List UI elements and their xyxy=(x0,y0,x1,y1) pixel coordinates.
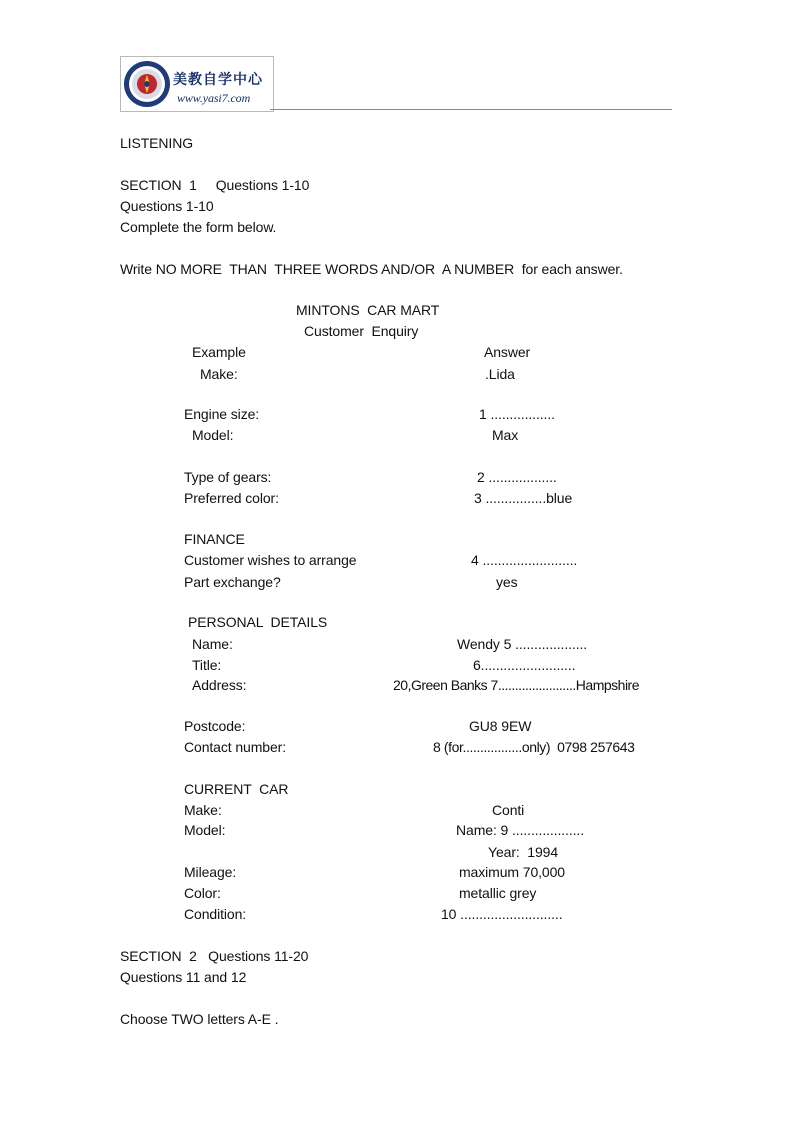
current-color-label: Color: xyxy=(184,885,221,901)
contact-answer: 8 (for.................only) 0798 257643 xyxy=(433,739,635,755)
title-label: Title: xyxy=(192,657,222,673)
engine-size-answer: 1 ................. xyxy=(479,406,555,422)
form-title: MINTONS CAR MART xyxy=(296,302,440,318)
seal-emblem-icon xyxy=(123,60,171,108)
address-label: Address: xyxy=(192,677,247,693)
section2-questions: Questions 11 and 12 xyxy=(120,969,247,985)
form-subtitle: Customer Enquiry xyxy=(304,323,419,339)
engine-size-label: Engine size: xyxy=(184,406,260,422)
section2-heading: SECTION 2 Questions 11-20 xyxy=(120,948,309,964)
section1-instruction: Complete the form below. xyxy=(120,219,277,235)
model-value: Max xyxy=(492,427,519,443)
section2-instruction: Choose TWO letters A-E . xyxy=(120,1011,279,1027)
logo-url-text: www.yasi7.com xyxy=(177,91,251,105)
current-make-label: Make: xyxy=(184,802,222,818)
logo-chinese-text: 美教自学中心 xyxy=(173,72,263,88)
section1-word-limit: Write NO MORE THAN THREE WORDS AND/OR A NUMBER for each answer. xyxy=(120,261,623,277)
document-header xyxy=(120,56,672,112)
section1-heading: SECTION 1 Questions 1-10 xyxy=(120,177,310,193)
condition-label: Condition: xyxy=(184,906,247,922)
arrange-answer: 4 ......................... xyxy=(471,552,578,568)
personal-details-heading: PERSONAL DETAILS xyxy=(188,614,328,630)
year-value: Year: 1994 xyxy=(488,844,559,860)
logo xyxy=(120,56,274,112)
example-label: Example xyxy=(192,344,246,360)
current-color-value: metallic grey xyxy=(459,885,537,901)
arrange-label: Customer wishes to arrange xyxy=(184,552,357,568)
header-divider xyxy=(270,109,672,110)
condition-answer: 10 ........................... xyxy=(441,906,563,922)
name-answer: Wendy 5 ................... xyxy=(457,636,588,652)
finance-heading: FINANCE xyxy=(184,531,245,547)
contact-label: Contact number: xyxy=(184,739,286,755)
model-label: Model: xyxy=(192,427,234,443)
color-label: Preferred color: xyxy=(184,490,279,506)
gears-answer: 2 .................. xyxy=(477,469,557,485)
title-answer: 6......................... xyxy=(473,657,576,673)
section1-questions: Questions 1-10 xyxy=(120,198,214,214)
color-answer: 3 ................blue xyxy=(474,490,573,506)
part-exchange-value: yes xyxy=(496,574,518,590)
current-model-answer: Name: 9 ................... xyxy=(456,822,585,838)
gears-label: Type of gears: xyxy=(184,469,272,485)
part-exchange-label: Part exchange? xyxy=(184,574,281,590)
postcode-value: GU8 9EW xyxy=(469,718,532,734)
current-car-heading: CURRENT CAR xyxy=(184,781,289,797)
current-make-value: Conti xyxy=(492,802,525,818)
name-label: Name: xyxy=(192,636,233,652)
current-model-label: Model: xyxy=(184,822,226,838)
answer-label: Answer xyxy=(484,344,531,360)
listening-title: LISTENING xyxy=(120,135,194,151)
mileage-label: Mileage: xyxy=(184,864,237,880)
address-answer: 20,Green Banks 7.......................Hampshire xyxy=(393,677,639,693)
mileage-value: maximum 70,000 xyxy=(459,864,565,880)
make-label: Make: xyxy=(200,366,238,382)
make-value: .Lida xyxy=(485,366,515,382)
postcode-label: Postcode: xyxy=(184,718,246,734)
